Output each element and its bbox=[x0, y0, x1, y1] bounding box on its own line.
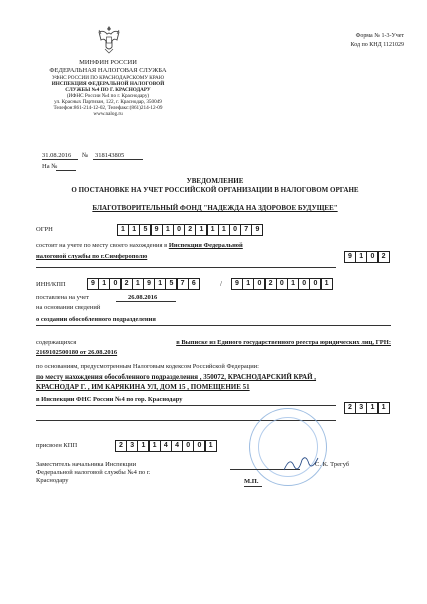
registered-inspection-cont: налоговой службы по г.Симферополю bbox=[36, 253, 148, 260]
inspection-text: в Инспекции ФНС России №4 по гор. Краснодару bbox=[36, 396, 183, 403]
official-stamp bbox=[249, 408, 327, 486]
ogrn-digit: 9 bbox=[151, 224, 163, 236]
inn-digit: 1 bbox=[98, 278, 110, 290]
kpp-digit: 9 bbox=[231, 278, 243, 290]
registered-text bbox=[36, 242, 243, 250]
ogrn-digit: 1 bbox=[117, 224, 129, 236]
signer-role-3: Краснодару bbox=[36, 477, 69, 484]
kpp-assigned-digit: 1 bbox=[205, 440, 217, 452]
kpp-digit: 0 bbox=[253, 278, 265, 290]
inspection-code-digit: 1 bbox=[366, 402, 378, 414]
kpp-assigned-digit: 4 bbox=[171, 440, 183, 452]
ogrn-label: ОГРН bbox=[36, 226, 53, 233]
title-main: УВЕДОМЛЕНИЕ bbox=[186, 177, 244, 185]
kpp-assigned-digit: 2 bbox=[115, 440, 127, 452]
basis-text: о создании обособленного подразделения bbox=[36, 316, 156, 323]
doc-no-label: № bbox=[82, 152, 89, 159]
kpp-assigned-digit: 1 bbox=[137, 440, 149, 452]
authority-line: www.nalog.ru bbox=[93, 111, 123, 117]
registered-code-digit: 1 bbox=[355, 251, 367, 263]
inn-digit: 7 bbox=[177, 278, 189, 290]
kpp-assigned-label: присвоен КПП bbox=[36, 442, 78, 449]
ogrn-digit: 9 bbox=[251, 224, 263, 236]
inspection-code-digit: 3 bbox=[355, 402, 367, 414]
title-sub: О ПОСТАНОВКЕ НА УЧЕТ РОССИЙСКОЙ ОРГАНИЗАЦИИ В НАЛОГОВОМ ОРГАНЕ bbox=[71, 186, 359, 194]
organization-name: БЛАГОТВОРИТЕЛЬНЫЙ ФОНД "НАДЕЖДА НА ЗДОРОВОЕ БУДУЩЕЕ" bbox=[92, 204, 338, 212]
authority-block bbox=[44, 59, 172, 117]
kpp-digit: 2 bbox=[265, 278, 277, 290]
coat-of-arms-icon bbox=[96, 24, 122, 54]
authority-line: МИНФИН РОССИИ bbox=[79, 59, 137, 66]
inn-digit: 5 bbox=[165, 278, 177, 290]
grounds-address-1: по месту нахождения обособленного подразделения , 350072, КРАСНОДАРСКИЙ КРАЙ , bbox=[36, 373, 317, 381]
kpp-assigned-digit: 4 bbox=[160, 440, 172, 452]
inn-digit: 9 bbox=[143, 278, 155, 290]
authority-line: ул. Красных Партизан, 122, г. Краснодар, 350049 bbox=[54, 99, 162, 105]
placed-label: поставлена на учет bbox=[36, 294, 89, 301]
authority-line: УФНС РОССИИ ПО КРАСНОДАРСКОМУ КРАЮ bbox=[51, 75, 165, 81]
grounds-text: по основаниям, предусмотренным Налоговым кодексом Российской Федерации: bbox=[36, 363, 259, 370]
signature-icon bbox=[282, 452, 320, 474]
ogrn-digit: 0 bbox=[229, 224, 241, 236]
innkpp-separator: / bbox=[220, 280, 222, 288]
authority-line: Телефон:861-214-12-02, Телефакс:(861)214-12-09 bbox=[53, 105, 163, 111]
inn-digit: 1 bbox=[132, 278, 144, 290]
kpp-assigned-digit: 0 bbox=[182, 440, 194, 452]
ogrn-digit: 1 bbox=[207, 224, 219, 236]
ogrn-digit: 1 bbox=[128, 224, 140, 236]
contained-row bbox=[36, 339, 391, 347]
ogrn-digit: 0 bbox=[173, 224, 185, 236]
inn-digit: 0 bbox=[109, 278, 121, 290]
form-number: Форма № 1-3-Учет bbox=[355, 33, 404, 39]
signer-role-1: Заместитель начальника Инспекции bbox=[36, 461, 137, 468]
ogrn-digit: 5 bbox=[139, 224, 151, 236]
authority-line: (ИФНС России №4 по г. Краснодару) bbox=[66, 93, 150, 99]
ogrn-digit: 2 bbox=[184, 224, 196, 236]
signer-name: С. К. Трегуб bbox=[315, 461, 350, 468]
registered-code-digit: 9 bbox=[344, 251, 356, 263]
kpp-digit: 0 bbox=[298, 278, 310, 290]
kpp-assigned-digit: 1 bbox=[149, 440, 161, 452]
kpp-assigned-boxes bbox=[115, 440, 217, 452]
ogrn-digit: 7 bbox=[240, 224, 252, 236]
authority-line: ФЕДЕРАЛЬНАЯ НАЛОГОВАЯ СЛУЖБА bbox=[49, 67, 167, 74]
ogrn-digit: 1 bbox=[162, 224, 174, 236]
signer-role-2: Федеральной налоговой службы №4 по г. bbox=[36, 469, 151, 476]
registered-code-digit: 2 bbox=[378, 251, 390, 263]
registered-label: состоит на учете по месту своего нахождения в bbox=[36, 242, 168, 249]
inn-digit: 2 bbox=[121, 278, 133, 290]
doc-number: 318143805 bbox=[95, 152, 125, 159]
kpp-assigned-digit: 0 bbox=[193, 440, 205, 452]
mp-label: М.П. bbox=[244, 478, 259, 485]
contained-label: содержащихся bbox=[36, 339, 77, 346]
placed-date: 26.08.2016 bbox=[128, 294, 158, 301]
inspection-code-boxes bbox=[344, 402, 390, 414]
authority-line: СЛУЖБЫ №4 ПО Г. КРАСНОДАРУ bbox=[65, 87, 151, 93]
contained-grn: 2169102500180 от 26.08.2016 bbox=[36, 349, 118, 356]
registered-inspection: Инспекция Федеральной bbox=[168, 242, 243, 249]
innkpp-label: ИНН/КПП bbox=[36, 281, 66, 288]
doc-date: 31.08.2016 bbox=[42, 152, 72, 159]
contained-text: в Выписке из Единого государственного реестра юридических лиц, ГРН: bbox=[176, 339, 391, 346]
kpp-digit: 1 bbox=[242, 278, 254, 290]
basis-label: на основании сведений bbox=[36, 304, 101, 311]
kpp-digit: 1 bbox=[287, 278, 299, 290]
kpp-assigned-digit: 3 bbox=[126, 440, 138, 452]
ogrn-boxes bbox=[117, 224, 263, 236]
kpp-digit: 0 bbox=[309, 278, 321, 290]
kpp-boxes bbox=[231, 278, 333, 290]
knd-code: Код по КНД 1121029 bbox=[350, 42, 404, 48]
inn-digit: 9 bbox=[87, 278, 99, 290]
doc-to-label: На № bbox=[42, 163, 58, 170]
inn-digit: 6 bbox=[188, 278, 200, 290]
ogrn-digit: 1 bbox=[218, 224, 230, 236]
grounds-address-2: КРАСНОДАР Г. , ИМ КАРЯКИНА УЛ, ДОМ 15 , ПОМЕЩЕНИЕ 51 bbox=[36, 383, 250, 391]
registered-code-boxes bbox=[344, 251, 390, 263]
registered-code-digit: 0 bbox=[366, 251, 378, 263]
authority-line: ИНСПЕКЦИЯ ФЕДЕРАЛЬНОЙ НАЛОГОВОЙ bbox=[51, 81, 165, 87]
kpp-digit: 1 bbox=[321, 278, 333, 290]
kpp-digit: 0 bbox=[276, 278, 288, 290]
inspection-code-digit: 2 bbox=[344, 402, 356, 414]
ogrn-digit: 1 bbox=[195, 224, 207, 236]
inspection-code-digit: 1 bbox=[378, 402, 390, 414]
inn-boxes bbox=[87, 278, 200, 290]
inn-digit: 1 bbox=[154, 278, 166, 290]
